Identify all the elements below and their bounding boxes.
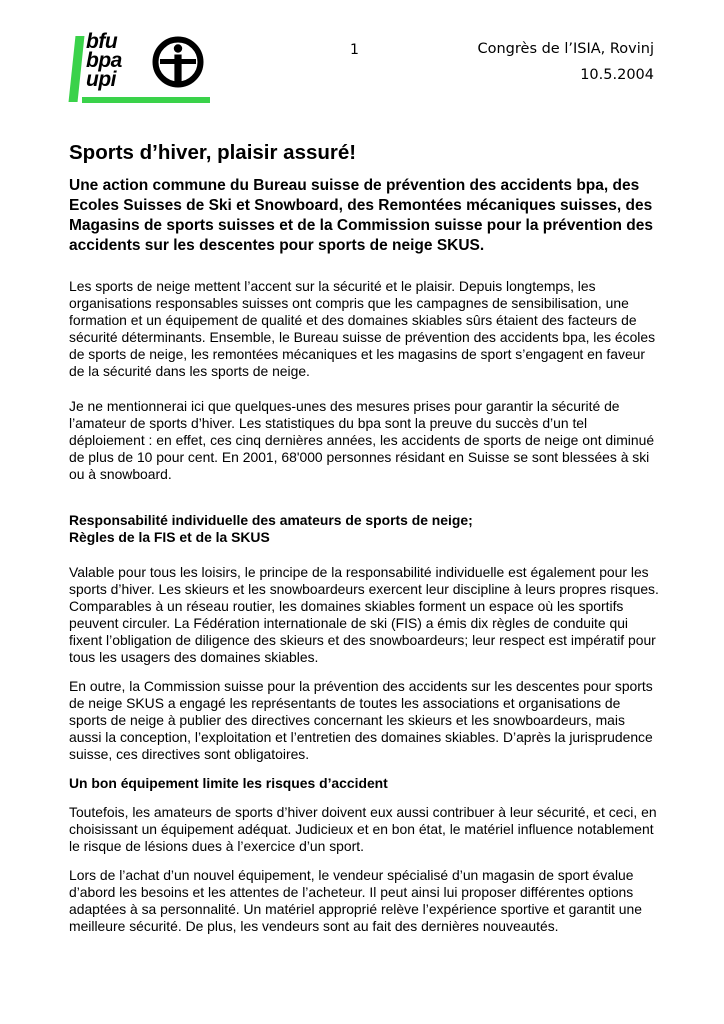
paragraph-purchase: Lors de l’achat d’un nouvel équipement, le vendeur spécialisé d’un magasin de sport évalue d’abord les besoins et les attentes de l’acheteur. Il peut ainsi lui proposer différentes options adaptées à sa personnalité. Un matériel approprié relève l’expérience sportive et garantit une meilleure sécurité. De plus, les vendeurs sont au fait des dernières nouveautés. <box>69 867 642 934</box>
logo-green-bar-horizontal <box>82 97 210 103</box>
logo-text-upi: upi <box>86 68 116 91</box>
logo-text-bfu: bfu <box>86 30 118 53</box>
document-title: Sports d’hiver, plaisir assuré! <box>69 141 357 164</box>
paragraph-intro: Les sports de neige mettent l’accent sur la sécurité et le plaisir. Depuis longtemps, les organisations responsables suisses ont compris que les campagnes de sensibilisation, une formation et un équipement de qualité et des domaines skiables sûrs étaient des facteurs de sécurité déterminants. Ensemble, le Bureau suisse de prévention des accidents bpa, les écoles de sports de neige, les remontées mécaniques et les magasins de sport s’engagent en faveur de la sécurité dans les sports de neige. <box>69 278 656 379</box>
paragraph-statistics: Je ne mentionnerai ici que quelques-unes des mesures prises pour garantir la sécurité de l’amateur de sports d’hiver. Les statistiques du bpa sont la preuve du succès d’un tel déploiement : en effet, ces cinq dernières années, les accidents de sports de neige ont diminué de plus de 10 pour cent. En 2001, 68'000 personnes résidant en Suisse se sont blessées à ski ou à snowboard. <box>69 398 655 482</box>
document-body <box>69 140 659 935</box>
document-subtitle: Une action commune du Bureau suisse de prévention des accidents bpa, des Ecoles Suisses de Ski et Snowboard, des Remontées mécaniques suisses, des Magasins de sports suisses et de la Commission suisse pour la prévention des accidents sur les descentes pour sports de neige SKUS. <box>69 177 654 254</box>
paragraph-equipment: Toutefois, les amateurs de sports d’hiver doivent eux aussi contribuer à leur sécurité, et ceci, en choisissant un équipement adéquat. Judicieux et en bon état, le matériel influence notablement le risque de lésions dues à l’exercice d’un sport. <box>69 804 657 854</box>
paragraph-skus: En outre, la Commission suisse pour la prévention des accidents sur les descentes pour sports de neige SKUS a engagé les représentants de toutes les associations et organisations de sports de neige à publier des directives concernant les skieurs et les snowboardeurs, mais aussi la conception, l’exploitation et l’entretien des domaines skiables. D’après la jurisprudence suisse, ces directives sont obligatoires. <box>69 678 653 762</box>
paragraph-fis-rules: Valable pour tous les loisirs, le principe de la responsabilité individuelle est également pour les sports d’hiver. Les skieurs et les snowboardeurs exercent leur discipline à leurs propres risques. Comparables à un réseau routier, les domaines skiables forment un espace où les sportifs peuvent circuler. La Fédération internationale de ski (FIS) a émis dix règles de conduite qui fixent l’obligation de diligence des skieurs et des snowboardeurs; leur respect est impératif pour tous les usagers des domaines skiables. <box>69 564 659 665</box>
logo-text-bpa: bpa <box>86 49 122 72</box>
page-number: 1 <box>350 42 359 58</box>
bfu-logo <box>70 32 210 106</box>
header-conference: Congrès de l’ISIA, Rovinj <box>477 41 654 57</box>
section-heading-responsibility <box>69 512 659 546</box>
logo-text <box>86 32 122 89</box>
logo-green-bar-vertical <box>69 36 85 102</box>
section-heading-equipment: Un bon équipement limite les risques d’accident <box>69 775 388 791</box>
bfu-emblem-icon <box>152 36 204 88</box>
header-date: 10.5.2004 <box>580 67 654 83</box>
section-heading-line-2: Règles de la FIS et de la SKUS <box>69 529 270 545</box>
section-heading-line-1: Responsabilité individuelle des amateurs de sports de neige; <box>69 512 473 528</box>
